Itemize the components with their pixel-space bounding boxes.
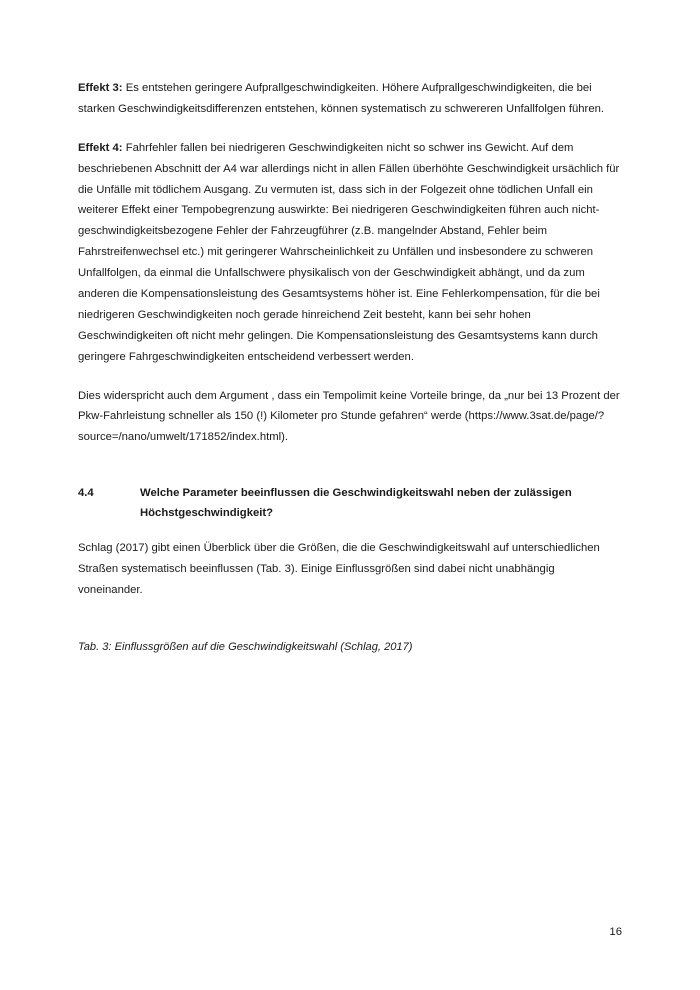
paragraph-schlag-2017: Schlag (2017) gibt einen Überblick über die Größen, die die Geschwindigkeitswahl auf unterschiedlichen Straßen systematisch beeinflussen (Tab. 3). Einige Einflussgrößen sind dabei nicht unabhängig voneinander. [78,541,600,596]
paragraph-effekt-4 [78,138,622,368]
table-caption-tab-3: Tab. 3: Einflussgrößen auf die Geschwindigkeitswahl (Schlag, 2017) [78,641,413,654]
paragraph-body-effekt-3: Es entstehen geringere Aufprallgeschwindigkeiten. Höhere Aufprallgeschwindigkeiten, die bei starken Geschwindigkeitsdifferenzen entstehen, können systematisch zu schwereren Unfallfolgen führen. [78,82,605,115]
paragraph-tempolimit-argument [78,386,622,449]
paragraph-effekt-3 [78,78,622,120]
paragraph-lead-effekt-3: Effekt 3: [78,82,123,94]
section-heading-number: 4.4 [78,487,94,500]
paragraph-body-effekt-4: Fahrfehler fallen bei niedrigeren Geschwindigkeiten nicht so schwer ins Gewicht. Auf dem beschriebenen Abschnitt der A4 war allerdings nicht in allen Fällen überhöhte Geschwindigkeit ursächlich für die Unfälle mit tödlichem Ausgang. Zu vermuten ist, dass sich in der Folgezeit ohne tödlichen Unfall ein weiterer Effekt einer Tempobegrenzung auswirkte: Bei niedrigeren Geschwindigkeiten führen auch nicht-geschwindigkeitsbezogene Fehler der Fahrzeugführer (z.B. mangelnder Abstand, Fehler beim Fahrstreifenwechsel etc.) mit geringerer Wahrscheinlichkeit zu Unfällen und insbesondere zu schweren Unfallfolgen, da einmal die Unfallschwere physikalisch von der Geschwindigkeit abhängt, und da zum anderen die Kompensationsleistung des Gesamtsystems höher ist. Eine Fehlerkompensation, für die bei niedrigeren Geschwindigkeiten noch gerade hinreichend Zeit besteht, kann bei sehr hohen Geschwindigkeiten oft nicht mehr gelingen. Die Kompensationsleistung des Gesamtsystems kann durch geringere Fahrgeschwindigkeiten entscheidend verbessert werden. [78,141,620,363]
paragraph-body-tempolimit-argument: Dies widerspricht auch dem Argument , dass ein Tempolimit keine Vorteile bringe, da „nur bei 13 Prozent der Pkw-Fahrleistung schneller als 150 (!) Kilometer pro Stunde gefahren“ werde (https://www.3sat.de/page/?source=/nano/umwelt/171852/index.html). [78,389,620,444]
table-placeholder-area [78,658,622,908]
section-heading-4-4 [78,484,622,524]
page-number: 16 [609,926,622,938]
section-heading-title: Welche Parameter beeinflussen die Geschwindigkeitswahl neben der zulässigen Höchstgeschwindigkeit? [140,487,572,520]
paragraph-lead-effekt-4: Effekt 4: [78,141,123,154]
